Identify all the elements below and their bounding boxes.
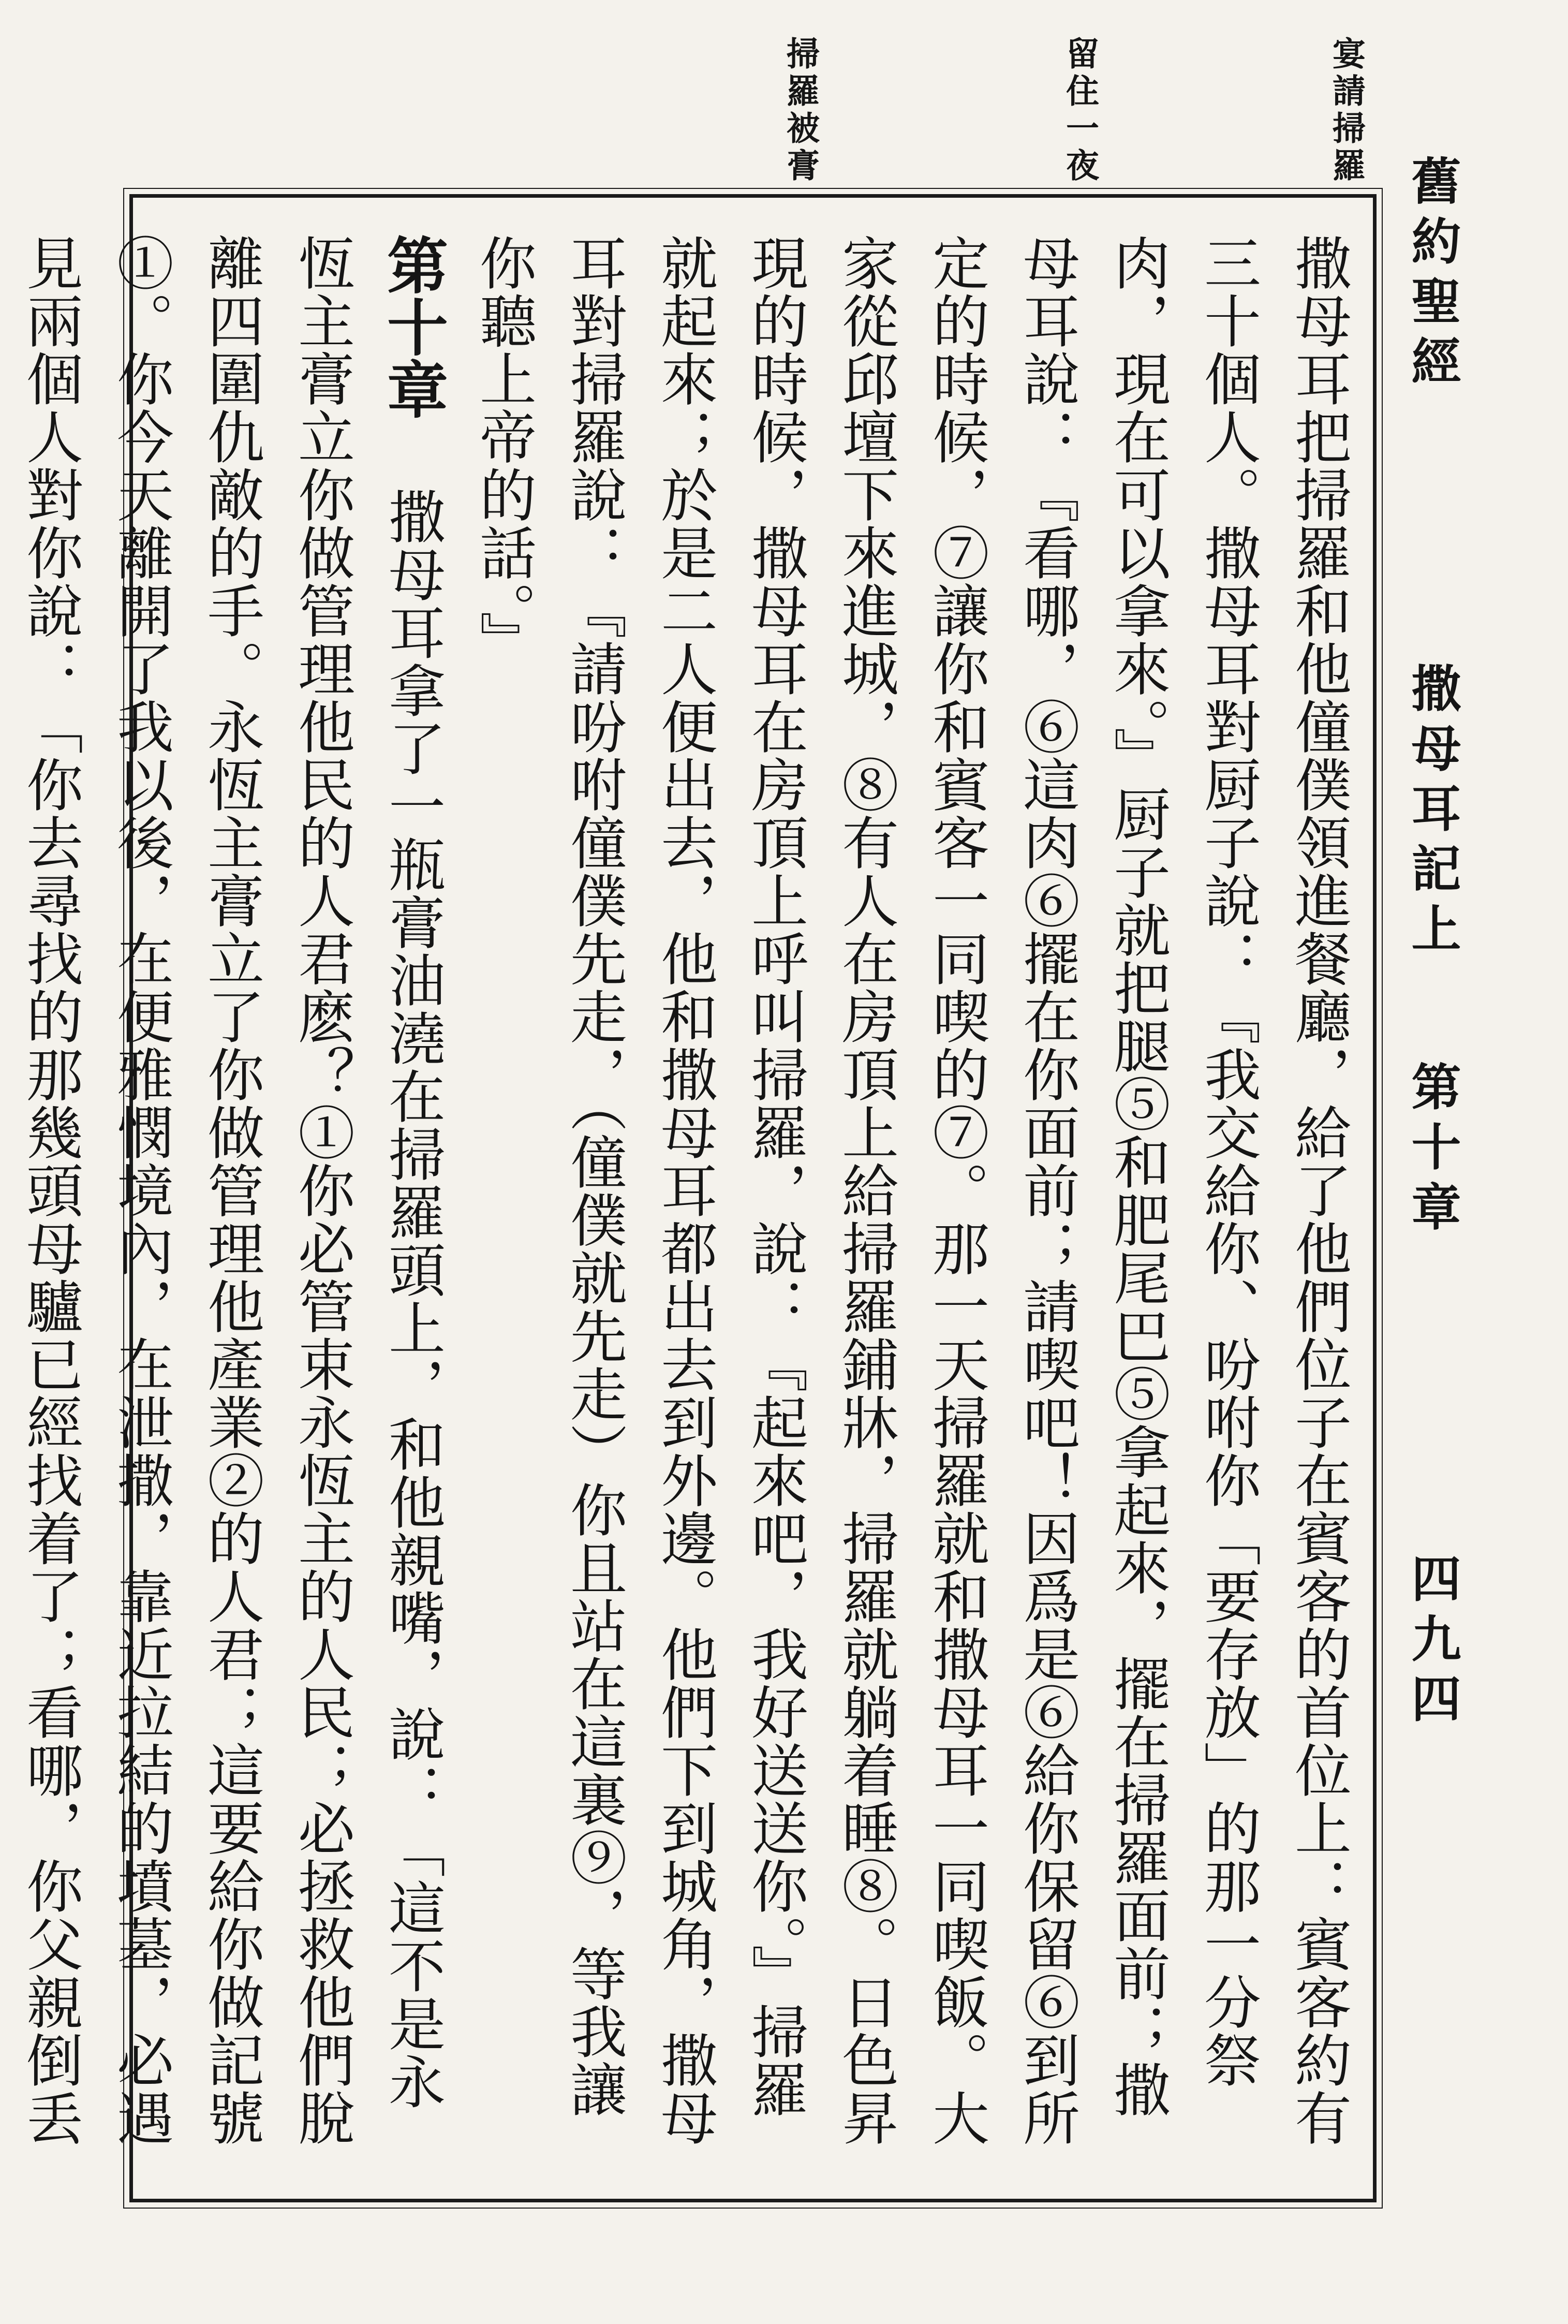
page-number: 四九四 [1403, 1553, 1462, 1733]
paragraph-chapter-9-end: 撒母耳把掃羅和他僮僕領進餐廳，給了他們位子在賓客的首位上：賓客約有三十個人。撒母耳對厨子說：『我交給你、吩咐你「要存放」的那一分祭肉，現在可以拿來。』厨子就把腿⑤和肥尾巴⑤拿起來，擺在掃羅面前；撒母耳說：『看哪，⑥這肉⑥擺在你面前；請喫吧！因爲是⑥給你保留⑥到所定的時候，⑦讓你和賓客一同喫的⑦。那一天掃羅就和撒母耳一同喫飯。大家從邱壇下來進城，⑧有人在房頂上給掃羅鋪牀，掃羅就躺着睡⑧。日色昇現的時候，撒母耳在房頂上呼叫掃羅，說：『起來吧，我好送送你。』掃羅就起來；於是二人便出去，他和撒母耳都出去到外邊。他們下到城角，撒母耳對掃羅說：『請吩咐僮僕先走，（僮僕就先走）你且站在這裏⑨，等我讓你聽上帝的話。』 [470, 234, 1352, 2147]
running-header [1392, 155, 1480, 2019]
book-title: 舊約聖經 [1403, 155, 1462, 395]
book-subtitle: 撒母耳記上 [1403, 663, 1462, 963]
marginal-note: 留住一夜 [1060, 36, 1099, 185]
marginal-notes [776, 36, 1397, 207]
paragraph-chapter-10-start: 撒母耳拿了一瓶膏油澆在掃羅頭上，和他親嘴，說：「這不是永恆主膏立你做管理他民的人君麽？①你必管束永恆主的人民；必拯救他們脫離四圍仇敵的手。永恆主膏立了你做管理他產業②的人君；這要給你做記號①。你今天離開了我以後，在便雅憫境內，在泄撒，靠近拉結的墳墓，必遇見兩個人對你說：「你去尋找的那幾頭母驢已經找着了；看哪，你父親倒丢 [17, 234, 446, 2147]
scripture-body [0, 234, 1364, 2165]
text-frame [17, 194, 1377, 2202]
marginal-note: 宴請掃羅 [1327, 36, 1366, 185]
chapter-heading: 第十章 [377, 234, 449, 420]
chapter-label: 第十章 [1403, 1061, 1462, 1241]
marginal-note: 掃羅被膏 [781, 36, 820, 185]
